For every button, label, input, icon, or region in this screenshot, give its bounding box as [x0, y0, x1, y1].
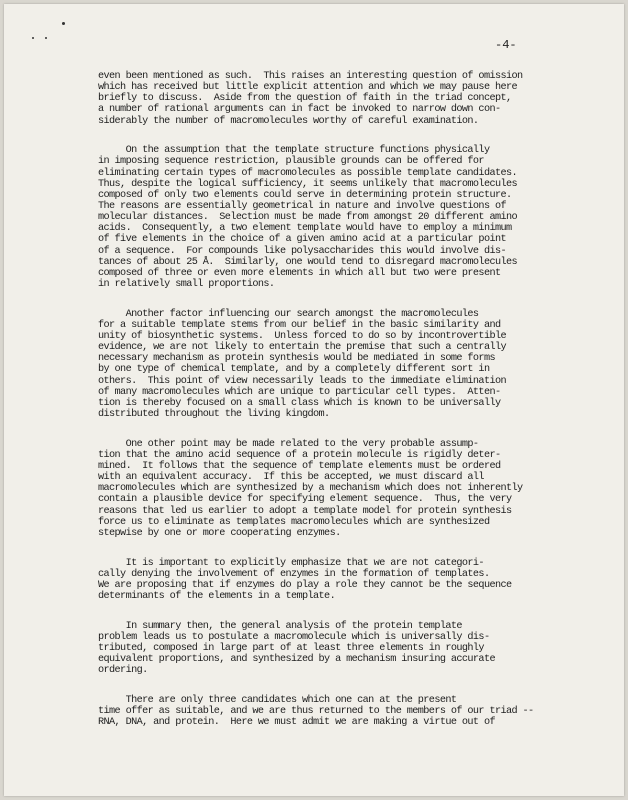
text-line: of many macromolecules which are unique to particular cell types. Atten-	[98, 386, 501, 398]
text-line: a number of rational arguments can in fact be invoked to narrow down con-	[98, 104, 501, 116]
text-line: unity of biosynthetic systems. Unless forced to do so by incontrovertible	[98, 331, 506, 342]
text-line: for a suitable template stems from our belief in the basic similarity and	[98, 319, 501, 331]
text-line: determinants of the elements in a template.	[98, 591, 336, 602]
speck-mark	[62, 22, 65, 25]
text-line: problem leads us to postulate a macromolecule which is universally dis-	[98, 631, 490, 643]
text-line: mined. It follows that the sequence of template elements must be ordered	[98, 461, 501, 472]
text-line: In summary then, the general analysis of the protein template	[98, 620, 462, 632]
text-line: We are proposing that if enzymes do play a role they cannot be the sequence	[98, 579, 512, 591]
text-line: Thus, despite the logical sufficiency, it seems unlikely that macromolecules	[98, 178, 518, 190]
text-line: One other point may be made related to the very probable assump-	[98, 438, 479, 450]
text-line: acids. Consequently, a two element template would have to employ a minimum	[98, 223, 512, 235]
text-line: molecular distances. Selection must be made from amongst 20 different amino	[98, 212, 518, 224]
text-line: which has received but little explicit attention and which we may pause here	[98, 82, 518, 94]
text-line: with an equivalent accuracy. If this be accepted, we must discard all	[98, 472, 484, 484]
text-line: necessary mechanism as protein synthesis would be mediated in some forms	[98, 353, 495, 365]
paragraph	[98, 309, 548, 420]
text-line: There are only three candidates which one can at the present	[98, 695, 457, 707]
paragraph	[98, 558, 548, 603]
text-line: composed of three or even more elements in which all but two were present	[98, 267, 501, 279]
text-line: of a sequence. For compounds like polysaccharides this would involve dis-	[98, 245, 506, 257]
paragraph	[98, 145, 548, 290]
text-line: time offer as suitable, and we are thus returned to the members of our triad --	[98, 706, 534, 718]
text-line: tion that the amino acid sequence of a protein molecule is rigidly deter-	[98, 449, 501, 461]
speck-mark	[45, 37, 47, 39]
text-line: even been mentioned as such. This raises an interesting question of omission	[98, 71, 523, 82]
text-line: macromolecules which are synthesized by a mechanism which does not inherently	[98, 483, 523, 495]
body-text	[98, 71, 548, 747]
paragraph	[98, 695, 548, 728]
text-line: Another factor influencing our search amongst the macromolecules	[98, 308, 479, 320]
text-line: of five elements in the choice of a given amino acid at a particular point	[98, 234, 506, 246]
text-line: stepwise by one or more cooperating enzymes.	[98, 527, 341, 539]
text-line: RNA, DNA, and protein. Here we must admit we are making a virtue out of	[98, 717, 495, 729]
text-line: by one type of chemical template, and by a completely different sort in	[98, 364, 490, 376]
text-line: briefly to discuss. Aside from the question of faith in the triad concept,	[98, 93, 512, 105]
text-line: evidence, we are not likely to entertain the premise that such a centrally	[98, 342, 506, 354]
text-line: contain a plausible device for specifying element sequence. Thus, the very	[98, 494, 512, 506]
text-line: in relatively small proportions.	[98, 278, 275, 290]
page-number: -4-	[495, 38, 517, 52]
paragraph	[98, 71, 548, 127]
text-line: distributed throughout the living kingdom.	[98, 408, 330, 420]
text-line: It is important to explicitly emphasize that we are not categori-	[98, 557, 484, 569]
text-line: On the assumption that the template structure functions physically	[98, 145, 490, 157]
paragraph	[98, 439, 548, 539]
document-page	[4, 4, 624, 796]
text-line: siderably the number of macromolecules worthy of careful examination.	[98, 115, 479, 127]
text-line: composed of only two elements could serve in determining protein structure.	[98, 189, 512, 201]
text-line: others. This point of view necessarily leads to the immediate elimination	[98, 375, 506, 387]
text-line: tributed, composed in large part of at least three elements in roughly	[98, 643, 484, 655]
text-line: ordering.	[98, 665, 148, 677]
speck-mark	[32, 37, 34, 39]
text-line: reasons that led us earlier to adopt a template model for protein synthesis	[98, 505, 512, 517]
text-line: eliminating certain types of macromolecules as possible template candidates.	[98, 167, 518, 179]
text-line: cally denying the involvement of enzymes in the formation of templates.	[98, 568, 490, 580]
text-line: equivalent proportions, and synthesized by a mechanism insuring accurate	[98, 654, 495, 666]
text-line: The reasons are essentially geometrical in nature and involve questions of	[98, 201, 506, 212]
text-line: tion is thereby focused on a small class which is known to be universally	[98, 397, 501, 409]
text-line: tances of about 25 Å. Similarly, one would tend to disregard macromolecules	[98, 256, 518, 268]
text-line: force us to eliminate as templates macromolecules which are synthesized	[98, 516, 490, 528]
text-line: in imposing sequence restriction, plausible grounds can be offered for	[98, 156, 484, 168]
paragraph	[98, 621, 548, 677]
